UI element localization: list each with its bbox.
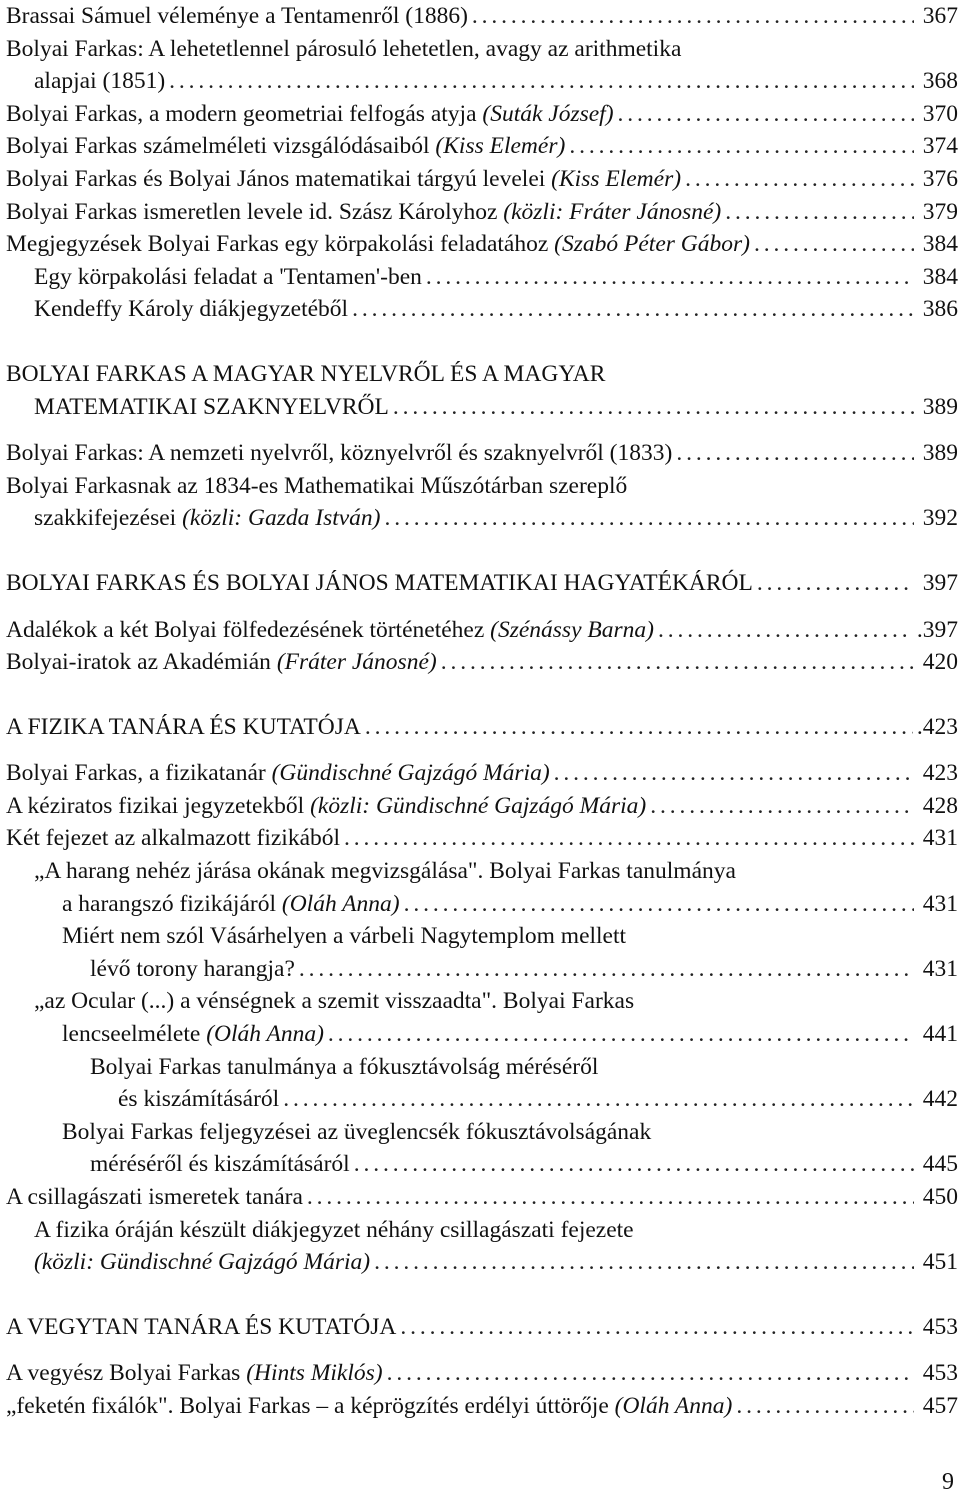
section-heading: A VEGYTAN TANÁRA ÉS KUTATÓJA . . . 453 — [6, 1311, 958, 1344]
section-heading: BOLYAI FARKAS ÉS BOLYAI JÁNOS MATEMATIKAI HAGYATÉKÁRÓL . . . 397 — [6, 567, 958, 600]
page-ref: 453 — [922, 1313, 958, 1340]
page-ref: 389 — [922, 393, 958, 420]
page-ref: 451 — [922, 1249, 958, 1276]
toc-entry: Bolyai Farkas, a modern geometriai felfogás atyja (Suták József) . . . 370 — [6, 98, 958, 131]
toc-entry: Brassai Sámuel véleménye a Tentamenről (1886) . . . 367 — [6, 0, 958, 33]
page-ref: 453 — [922, 1360, 958, 1387]
page-ref: 450 — [922, 1184, 958, 1210]
toc-entry: „A harang nehéz járása okának megvizsgálása". Bolyai Farkas tanulmánya a harangszó fizikájáról (Oláh Anna) . . . 431 — [6, 855, 958, 920]
toc-entry: Bolyai Farkas: A lehetetlennel párosuló lehetetlen, avagy az arithmetika alapjai (1851) . . . 368 — [6, 33, 958, 98]
page-ref: 431 — [922, 825, 958, 852]
toc-entry: Megjegyzések Bolyai Farkas egy körpakolási feladatához (Szabó Péter Gábor) . . . 384 — [6, 228, 958, 261]
toc-entry: „az Ocular (...) a vénségnek a szemit visszaadta". Bolyai Farkas lencseelmélete (Oláh Anna) . . . 441 — [6, 985, 958, 1050]
toc-entry: Bolyai Farkas ismeretlen levele id. Szász Károlyhoz (közli: Fráter Jánosné) . . . 379 — [6, 196, 958, 229]
page-ref: 442 — [922, 1086, 958, 1113]
page-ref: 445 — [922, 1151, 958, 1178]
author: (Oláh Anna) — [614, 1392, 733, 1419]
table-of-contents — [6, 0, 958, 1423]
toc-entry: Bolyai Farkas számelméleti vizsgálódásaiból (Kiss Elemér) . . . 374 — [6, 130, 958, 163]
author: (Hints Miklós) — [246, 1360, 383, 1387]
toc-entry: Adalékok a két Bolyai fölfedezésének történetéhez (Szénássy Barna) . . . .397 — [6, 614, 958, 647]
toc-entry: Két fejezet az alkalmazott fizikából . . . 431 — [6, 822, 958, 855]
page-ref: 441 — [922, 1021, 958, 1048]
author: (közli: Fráter Jánosné) — [503, 198, 722, 225]
section-heading: A FIZIKA TANÁRA ÉS KUTATÓJA . . . .423 — [6, 711, 958, 744]
toc-entry: Bolyai Farkas, a fizikatanár (Gündischné Gajzágó Mária) . . . 423 — [6, 757, 958, 790]
page-ref: 368 — [922, 68, 958, 95]
page-ref: 431 — [922, 890, 958, 917]
toc-entry: A vegyész Bolyai Farkas (Hints Miklós) . . . 453 — [6, 1357, 958, 1390]
toc-entry: Miért nem szól Vásárhelyen a várbeli Nagytemplom mellett lévő torony harangja? . . . 431 — [6, 920, 958, 985]
author: (Oláh Anna) — [281, 890, 400, 917]
page-ref: 457 — [922, 1392, 958, 1419]
author: (Fráter Jánosné) — [276, 649, 437, 676]
toc-entry: Kendeffy Károly diákjegyzetéből . . . 386 — [6, 293, 958, 326]
page-ref: 376 — [922, 165, 958, 192]
toc-entry: Egy körpakolási feladat a 'Tentamen'-ben . . . 384 — [6, 261, 958, 294]
toc-entry: Bolyai Farkas: A nemzeti nyelvről, köznyelvről és szaknyelvről (1833) . . . 389 — [6, 437, 958, 470]
toc-entry: Bolyai Farkas és Bolyai János matematikai tárgyú levelei (Kiss Elemér) . . . 376 — [6, 163, 958, 196]
toc-entry: Bolyai Farkas feljegyzései az üveglencsék fókusztávolságának méréséről és kiszámításáról . . . 445 — [6, 1116, 958, 1181]
page-ref: 420 — [922, 649, 958, 676]
author: (Oláh Anna) — [206, 1021, 324, 1048]
page-number: 9 — [942, 1469, 954, 1495]
author: (közli: Gazda István) — [182, 505, 381, 532]
page-ref: 370 — [922, 100, 958, 127]
page-ref: 431 — [922, 955, 958, 982]
toc-entry: Bolyai Farkasnak az 1834-es Mathematikai Műszótárban szereplő szakkifejezései (közli: Gazda István) . . . 392 — [6, 470, 958, 535]
page-ref: 379 — [922, 198, 958, 225]
toc-entry: Bolyai-iratok az Akadémián (Fráter Jánosné) . . . 420 — [6, 646, 958, 679]
page-ref: 389 — [922, 440, 958, 467]
page-ref: 367 — [922, 3, 958, 29]
page-ref: 386 — [922, 296, 958, 323]
page-ref: 374 — [922, 133, 958, 160]
page-ref: 423 — [922, 760, 958, 787]
page-ref: .397 — [916, 616, 958, 643]
author: (közli: Gündischné Gajzágó Mária) — [310, 792, 647, 819]
page-ref: 392 — [922, 505, 958, 532]
author: (Szabó Péter Gábor) — [554, 231, 750, 258]
toc-entry: A csillagászati ismeretek tanára . . . 450 — [6, 1181, 958, 1214]
toc-entry: Bolyai Farkas tanulmánya a fókusztávolság méréséről és kiszámításáról . . . 442 — [6, 1051, 958, 1116]
author: (Szénássy Barna) — [490, 616, 654, 643]
toc-entry: „feketén fixálók". Bolyai Farkas – a képrögzítés erdélyi úttörője (Oláh Anna) . . . 457 — [6, 1390, 958, 1423]
author: (Kiss Elemér) — [435, 133, 566, 160]
page-ref: 397 — [922, 569, 958, 596]
author: (közli: Gündischné Gajzágó Mária) — [34, 1249, 371, 1276]
toc-entry: A kéziratos fizikai jegyzetekből (közli: Gündischné Gajzágó Mária) . . . 428 — [6, 790, 958, 823]
author: (Suták József) — [482, 100, 614, 127]
page-ref: 384 — [922, 263, 958, 290]
author: (Gündischné Gajzágó Mária) — [271, 760, 550, 787]
author: (Kiss Elemér) — [551, 165, 682, 192]
toc-entry: A fizika óráján készült diákjegyzet néhány csillagászati fejezete (közli: Gündischné Gajzágó Mária) . . . 451 — [6, 1214, 958, 1279]
page-ref: 428 — [922, 792, 958, 819]
page-ref: .423 — [916, 713, 958, 740]
section-heading: BOLYAI FARKAS A MAGYAR NYELVRŐL ÉS A MAGYAR MATEMATIKAI SZAKNYELVRŐL . . . 389 — [6, 358, 958, 423]
page-ref: 384 — [922, 231, 958, 258]
